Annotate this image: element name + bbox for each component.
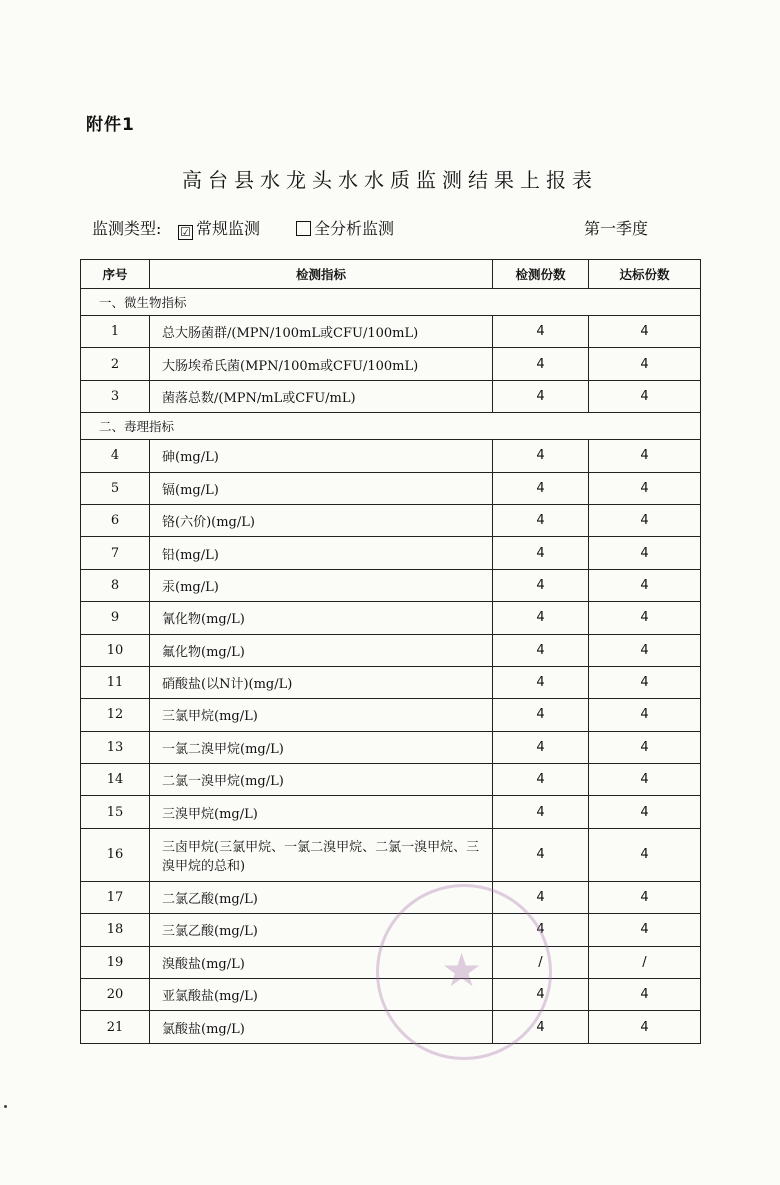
indicator-name: 氰化物(mg/L): [150, 602, 493, 634]
row-number: 9: [81, 602, 150, 634]
table-row: [81, 731, 701, 763]
passed-count: 4: [589, 316, 701, 348]
table-row: [81, 979, 701, 1011]
table-row: [81, 348, 701, 380]
monitor-type-label: 监测类型:: [92, 219, 162, 238]
tested-count: 4: [493, 537, 589, 569]
tested-count: 4: [493, 764, 589, 796]
row-number: 19: [81, 946, 150, 978]
scan-speck: [4, 1105, 7, 1108]
category-row: [81, 289, 701, 316]
indicator-name: 一氯二溴甲烷(mg/L): [150, 731, 493, 763]
tested-count: 4: [493, 440, 589, 472]
indicator-name: 砷(mg/L): [150, 440, 493, 472]
passed-count: 4: [589, 634, 701, 666]
tested-count: 4: [493, 316, 589, 348]
option-routine: [178, 216, 260, 240]
passed-count: 4: [589, 881, 701, 913]
option-full-analysis-label: 全分析监测: [314, 219, 395, 238]
row-number: 20: [81, 979, 150, 1011]
passed-count: 4: [589, 914, 701, 946]
tested-count: 4: [493, 731, 589, 763]
table-row: [81, 1011, 701, 1043]
header-tested: 检测份数: [493, 260, 589, 289]
table-row: [81, 881, 701, 913]
tested-count: 4: [493, 979, 589, 1011]
tested-count: 4: [493, 569, 589, 601]
indicator-name: 亚氯酸盐(mg/L): [150, 979, 493, 1011]
option-full-analysis: [296, 216, 394, 239]
table-row: [81, 472, 701, 504]
tested-count: 4: [493, 914, 589, 946]
row-number: 3: [81, 380, 150, 412]
table-row: [81, 666, 701, 698]
passed-count: 4: [589, 472, 701, 504]
row-number: 17: [81, 881, 150, 913]
passed-count: /: [589, 946, 701, 978]
table-header-row: [81, 260, 701, 289]
category-row: [81, 413, 701, 440]
empty-box-icon: [296, 221, 311, 236]
indicator-name: 菌落总数/(MPN/mL或CFU/mL): [150, 380, 493, 412]
indicator-name: 总大肠菌群/(MPN/100mL或CFU/100mL): [150, 316, 493, 348]
star-icon: ★: [441, 943, 483, 997]
passed-count: 4: [589, 796, 701, 828]
tested-count: 4: [493, 828, 589, 881]
passed-count: 4: [589, 1011, 701, 1043]
tested-count: 4: [493, 504, 589, 536]
table-row: [81, 380, 701, 412]
tested-count: 4: [493, 472, 589, 504]
indicator-name: 三卤甲烷(三氯甲烷、一氯二溴甲烷、二氯一溴甲烷、三溴甲烷的总和): [150, 828, 493, 881]
indicator-name: 三氯乙酸(mg/L): [150, 914, 493, 946]
passed-count: 4: [589, 569, 701, 601]
passed-count: 4: [589, 537, 701, 569]
indicator-name: 氟化物(mg/L): [150, 634, 493, 666]
tested-count: 4: [493, 380, 589, 412]
tested-count: 4: [493, 881, 589, 913]
table-row: [81, 537, 701, 569]
indicator-name: 镉(mg/L): [150, 472, 493, 504]
indicator-name: 铅(mg/L): [150, 537, 493, 569]
row-number: 15: [81, 796, 150, 828]
row-number: 5: [81, 472, 150, 504]
table-row: [81, 699, 701, 731]
indicator-name: 二氯一溴甲烷(mg/L): [150, 764, 493, 796]
tested-count: 4: [493, 666, 589, 698]
row-number: 21: [81, 1011, 150, 1043]
table-row: [81, 914, 701, 946]
table-row: [81, 569, 701, 601]
indicator-name: 三氯甲烷(mg/L): [150, 699, 493, 731]
table-row: [81, 828, 701, 881]
indicator-name: 大肠埃希氏菌(MPN/100m或CFU/100mL): [150, 348, 493, 380]
category-label: 二、毒理指标: [81, 413, 701, 440]
passed-count: 4: [589, 979, 701, 1011]
passed-count: 4: [589, 380, 701, 412]
checked-box-icon: ☑: [178, 225, 193, 240]
indicator-name: 三溴甲烷(mg/L): [150, 796, 493, 828]
row-number: 1: [81, 316, 150, 348]
row-number: 4: [81, 440, 150, 472]
row-number: 2: [81, 348, 150, 380]
table-row: [81, 796, 701, 828]
tested-count: /: [493, 946, 589, 978]
passed-count: 4: [589, 764, 701, 796]
passed-count: 4: [589, 348, 701, 380]
header-no: 序号: [81, 260, 150, 289]
row-number: 18: [81, 914, 150, 946]
option-routine-label: 常规监测: [196, 219, 261, 238]
passed-count: 4: [589, 602, 701, 634]
table-row: [81, 946, 701, 978]
tested-count: 4: [493, 634, 589, 666]
indicator-name: 氯酸盐(mg/L): [150, 1011, 493, 1043]
table-row: [81, 504, 701, 536]
header-passed: 达标份数: [589, 260, 701, 289]
row-number: 10: [81, 634, 150, 666]
passed-count: 4: [589, 504, 701, 536]
row-number: 11: [81, 666, 150, 698]
tested-count: 4: [493, 602, 589, 634]
row-number: 14: [81, 764, 150, 796]
row-number: 7: [81, 537, 150, 569]
tested-count: 4: [493, 348, 589, 380]
tested-count: 4: [493, 1011, 589, 1043]
attachment-label: 附件1: [86, 115, 135, 135]
tested-count: 4: [493, 699, 589, 731]
table-row: [81, 634, 701, 666]
row-number: 6: [81, 504, 150, 536]
table-row: [81, 316, 701, 348]
passed-count: 4: [589, 828, 701, 881]
table-row: [81, 602, 701, 634]
document-title: 高台县水龙头水水质监测结果上报表: [182, 168, 598, 192]
results-table: [80, 259, 701, 1044]
row-number: 16: [81, 828, 150, 881]
indicator-name: 硝酸盐(以N计)(mg/L): [150, 666, 493, 698]
indicator-name: 溴酸盐(mg/L): [150, 946, 493, 978]
tested-count: 4: [493, 796, 589, 828]
passed-count: 4: [589, 666, 701, 698]
indicator-name: 二氯乙酸(mg/L): [150, 881, 493, 913]
row-number: 8: [81, 569, 150, 601]
table-row: [81, 440, 701, 472]
indicator-name: 铬(六价)(mg/L): [150, 504, 493, 536]
header-indicator: 检测指标: [150, 260, 493, 289]
indicator-name: 汞(mg/L): [150, 569, 493, 601]
table-row: [81, 764, 701, 796]
row-number: 13: [81, 731, 150, 763]
passed-count: 4: [589, 440, 701, 472]
category-label: 一、微生物指标: [81, 289, 701, 316]
row-number: 12: [81, 699, 150, 731]
passed-count: 4: [589, 699, 701, 731]
period-label: 第一季度: [584, 219, 649, 238]
passed-count: 4: [589, 731, 701, 763]
